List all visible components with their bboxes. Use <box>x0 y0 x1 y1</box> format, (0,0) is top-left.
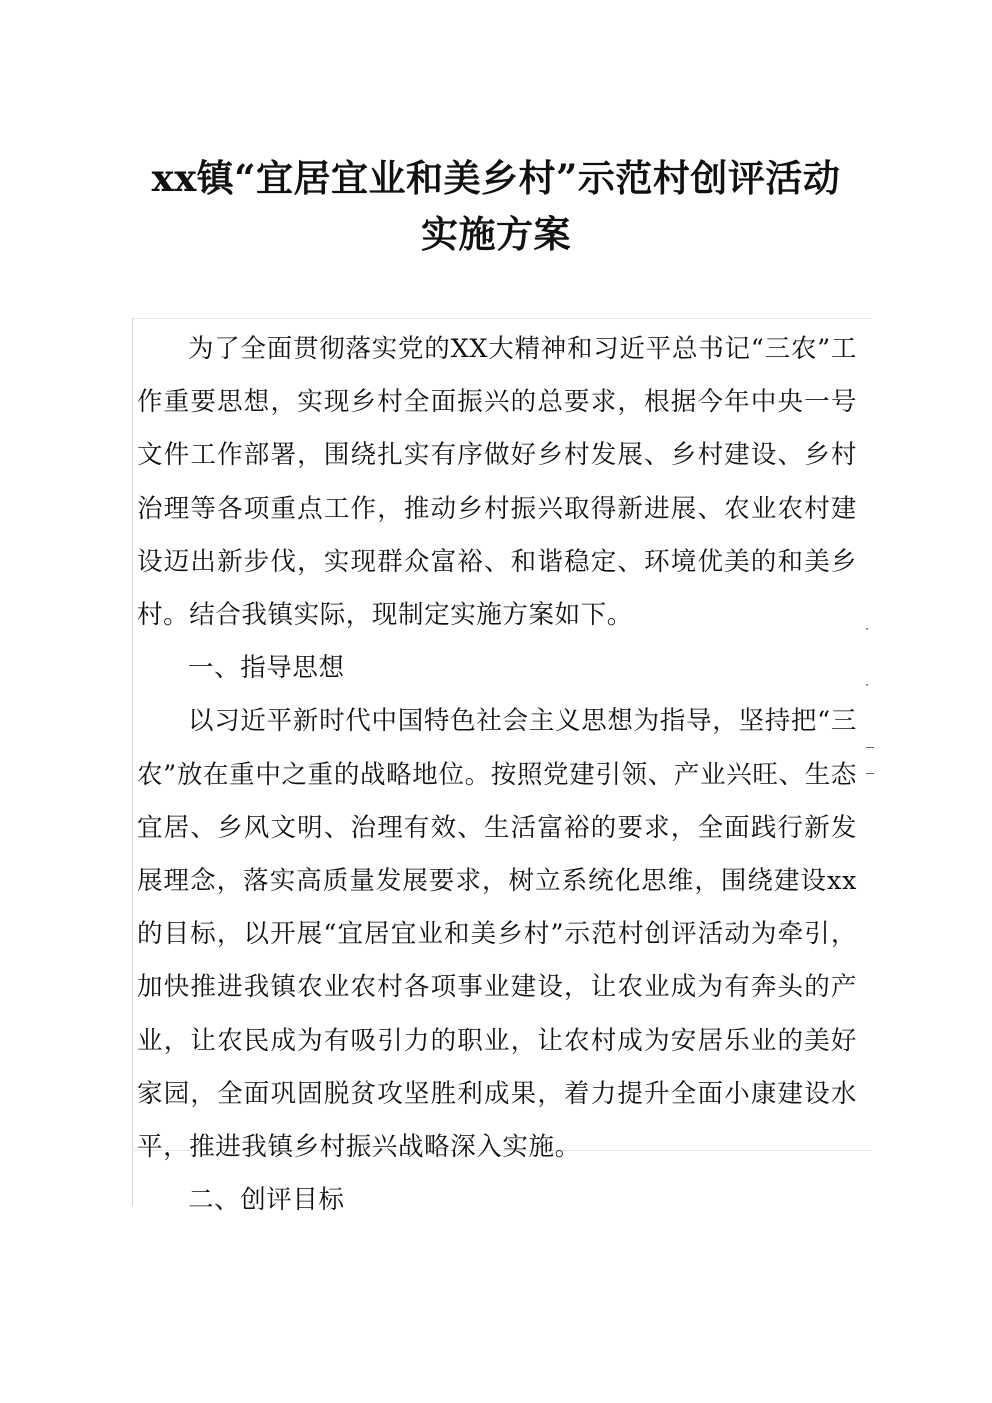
margin-mark <box>866 747 874 748</box>
margin-dot <box>866 684 868 686</box>
title-line-2: 实施方案 <box>421 212 571 256</box>
margin-dot <box>866 628 868 630</box>
margin-mark <box>866 773 874 774</box>
guiding-ideology-paragraph: 以习近平新时代中国特色社会主义思想为指导，坚持把“三农”放在重中之重的战略地位。按照党建引领、产业兴旺、生态宜居、乡风文明、治理有效、生活富裕的要求，全面践行新发展理念，落实高质量发展要求，树立系统化思维，围绕建设xx的目标，以开展“宜居宜业和美乡村”示范村创评活动为牵引，加快推进我镇农业农村各项事业建设，让农业成为有奔头的产业，让农民成为有吸引力的职业，让农村成为安居乐业的美好家园，全面巩固脱贫攻坚胜利成果，着力提升全面小康建设水平，推进我镇乡村振兴战略深入实施。 <box>137 706 857 1163</box>
title-line-1: xx镇“宜居宜业和美乡村”示范村创评活动 <box>151 156 841 200</box>
intro-paragraph: 为了全面贯彻落实党的XX大精神和习近平总书记“三农”工作重要思想，实现乡村全面振兴的总要求，根据今年中央一号文件工作部署，围绕扎实有序做好乡村发展、乡村建设、乡村治理等各项重点工作，推动乡村振兴取得新进展、农业农村建设迈出新步伐，实现群众富裕、和谐稳定、环境优美的和美乡村。结合我镇实际，现制定实施方案如下。 <box>137 334 857 631</box>
section-heading-goals: 二、创评目标 <box>188 1185 345 1216</box>
text-frame-top-border <box>132 318 872 319</box>
document-body <box>137 323 857 1227</box>
section-heading-guiding-ideology: 一、指导思想 <box>188 653 345 684</box>
text-frame-left-border <box>132 318 133 1206</box>
document-title <box>0 150 992 262</box>
